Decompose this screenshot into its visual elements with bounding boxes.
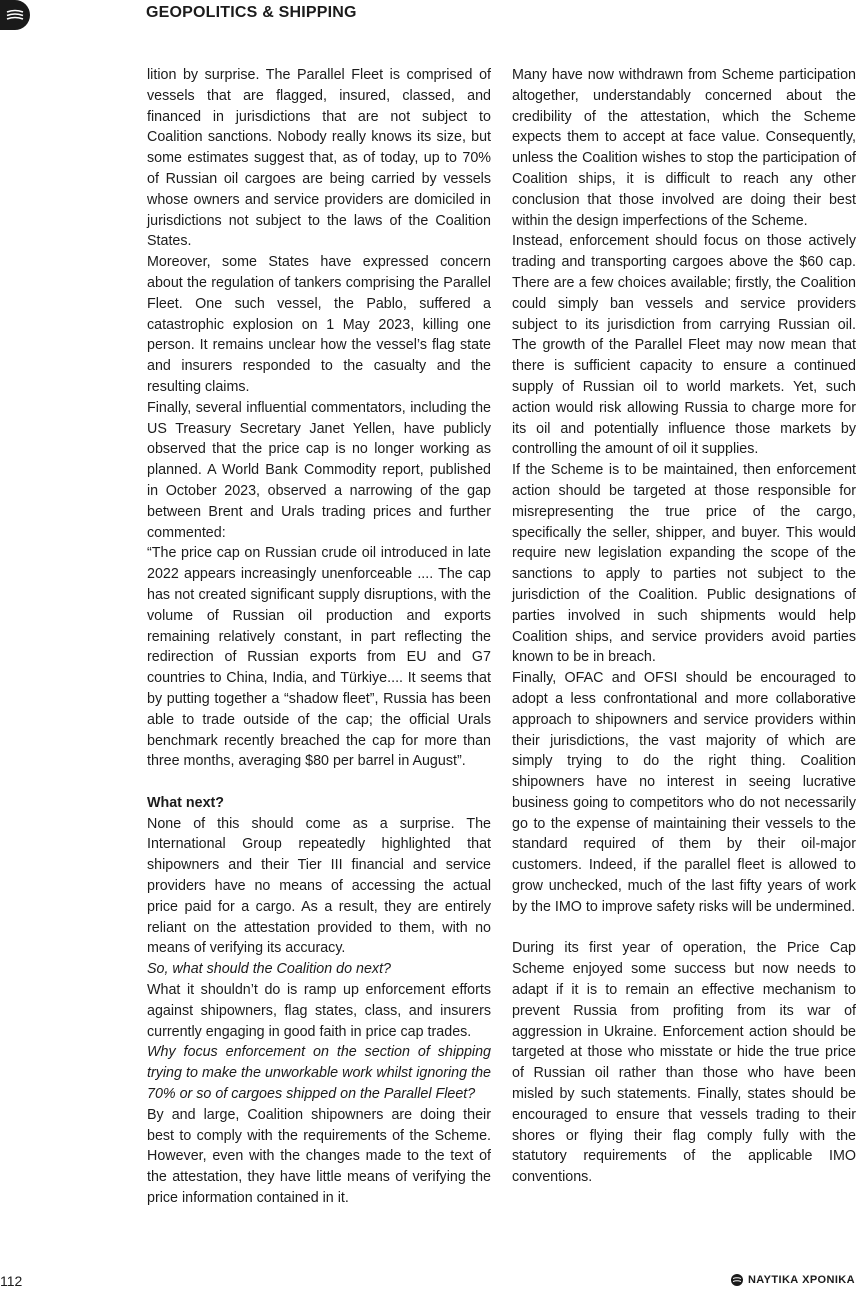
paragraph: Many have now withdrawn from Scheme participation altogether, understandably concerned about the credibility of the attestation, which the Scheme expects them to accept at face value. Consequently, unless the Coalition wishes to stop the participation of Coalition ships, it is difficult to reach any other conclusion that those involved are doing their best within the design imperfections of the Scheme. <box>512 67 856 229</box>
section-title: GEOPOLITICS & SHIPPING <box>146 4 357 21</box>
footer-brand <box>731 1274 855 1286</box>
paragraph: By and large, Coalition shipowners are doing their best to comply with the requirements of the Scheme. However, even with the changes made to the text of the attestation, they have little means of verifying the price information contained in it. <box>147 1106 491 1207</box>
paragraph: What it shouldn’t do is ramp up enforcement efforts against shipowners, flag states, class, and insurers currently engaging in good faith in price cap trades. <box>147 982 491 1040</box>
brand-mark-icon <box>731 1274 743 1286</box>
magazine-logo-icon <box>0 0 30 30</box>
paragraph: lition by surprise. The Parallel Fleet is comprised of vessels that are flagged, insured, classed, and financed in jurisdictions that are not subject to Coalition sanctions. Nobody really knows its size, but some estimates suggest that, as of today, up to 70% of Russian oil cargoes are being carried by vessels whose owners and service providers are domiciled in jurisdictions not subject to the laws of the Coalition States. <box>147 67 491 250</box>
page-number: 112 <box>0 1273 23 1289</box>
conclusion-paragraph: During its first year of operation, the Price Cap Scheme enjoyed some success but now needs to adapt if it is to remain an effective mechanism to prevent Russia from profiting from its war of aggression in Ukraine. Enforcement action should be targeted at those who misstate or hide the true price of Russian oil rather than those who have been misled by such statements. Finally, states should be encouraged to ensure that vessels trading to their shores or flying their flag comply fully with the statutory requirements of the applicable IMO conventions. <box>512 940 856 1186</box>
paragraph: None of this should come as a surprise. The International Group repeatedly highlighted that shipowners and their Tier III financial and service providers have no means of accessing the actual price paid for a cargo. As a result, they are entirely reliant on the attestation provided to them, with no means of verifying its accuracy. <box>147 815 491 957</box>
paragraph: Finally, OFAC and OFSI should be encouraged to adopt a less confrontational and more collaborative approach to shipowners and service providers within their jurisdictions, the vast majority of which are simply trying to do the right thing. Coalition shipowners have no interest in seeing lucrative business going to competitors who do not necessarily go to the expense of maintaining their vessels to the standard required of them by their oil-major customers. Indeed, if the parallel fleet is allowed to grow unchecked, much of the last fifty years of work by the IMO to improve safety risks will be undermined. <box>512 670 856 915</box>
subheading: What next? <box>147 794 225 811</box>
quote-paragraph: “The price cap on Russian crude oil introduced in late 2022 appears increasingly unenforceable .... The cap has not created significant supply disruptions, with the volume of Russian oil production and exports remaining relatively constant, in part reflecting the redirection of Russian exports from EU and G7 countries to China, India, and Türkiye.... It seems that by putting together a “shadow fleet”, Russia has been able to trade outside of the cap; the official Urals benchmark recently breached the cap for more than three months, averaging $80 per barrel in August”. <box>147 545 491 770</box>
italic-question: Why focus enforcement on the section of shipping trying to make the unworkable work whilst ignoring the 70% or so of cargoes shipped on the Parallel Fleet? <box>147 1044 491 1103</box>
paragraph: Finally, several influential commentators, including the US Treasury Secretary Janet Yellen, have publicly observed that the price cap is no longer working as planned. A World Bank Commodity report, published in October 2023, observed a narrowing of the gap between Brent and Urals trading prices and further commented: <box>147 399 491 541</box>
article-left-column <box>147 65 491 1209</box>
paragraph: Moreover, some States have expressed concern about the regulation of tankers comprising the Parallel Fleet. One such vessel, the Pablo, suffered a catastrophic explosion on 1 May 2023, killing one person. It remains unclear how the vessel’s flag state and insurers responded to the casualty and the resulting claims. <box>147 254 491 395</box>
article-right-column <box>512 65 856 1188</box>
brand-name: ΝΑΥΤΙΚΑ ΧΡΟΝΙΚΑ <box>747 1274 855 1286</box>
paragraph: If the Scheme is to be maintained, then enforcement action should be targeted at those responsible for misrepresenting the true price of the cargo, specifically the seller, shipper, and buyer. This would require new legislation expanding the scope of the sanctions to apply to parties not subject to the jurisdiction of the Coalition. Public designations of parties involved in such shipments would help Coalition ships, and service providers avoid parties known to be in breach. <box>512 462 856 666</box>
italic-question: So, what should the Coalition do next? <box>147 961 392 978</box>
paragraph: Instead, enforcement should focus on those actively trading and transporting cargoes above the $60 cap. There are a few choices available; firstly, the Coalition could simply ban vessels and service providers subject to its jurisdiction from carrying Russian oil. The growth of the Parallel Fleet may now mean that there is sufficient capacity to ensure a continued supply of Russian oil to world markets. Yet, such action would risk allowing Russia to charge more for its oil and potentially influence those markets by controlling the amount of oil it supplies. <box>512 233 856 458</box>
